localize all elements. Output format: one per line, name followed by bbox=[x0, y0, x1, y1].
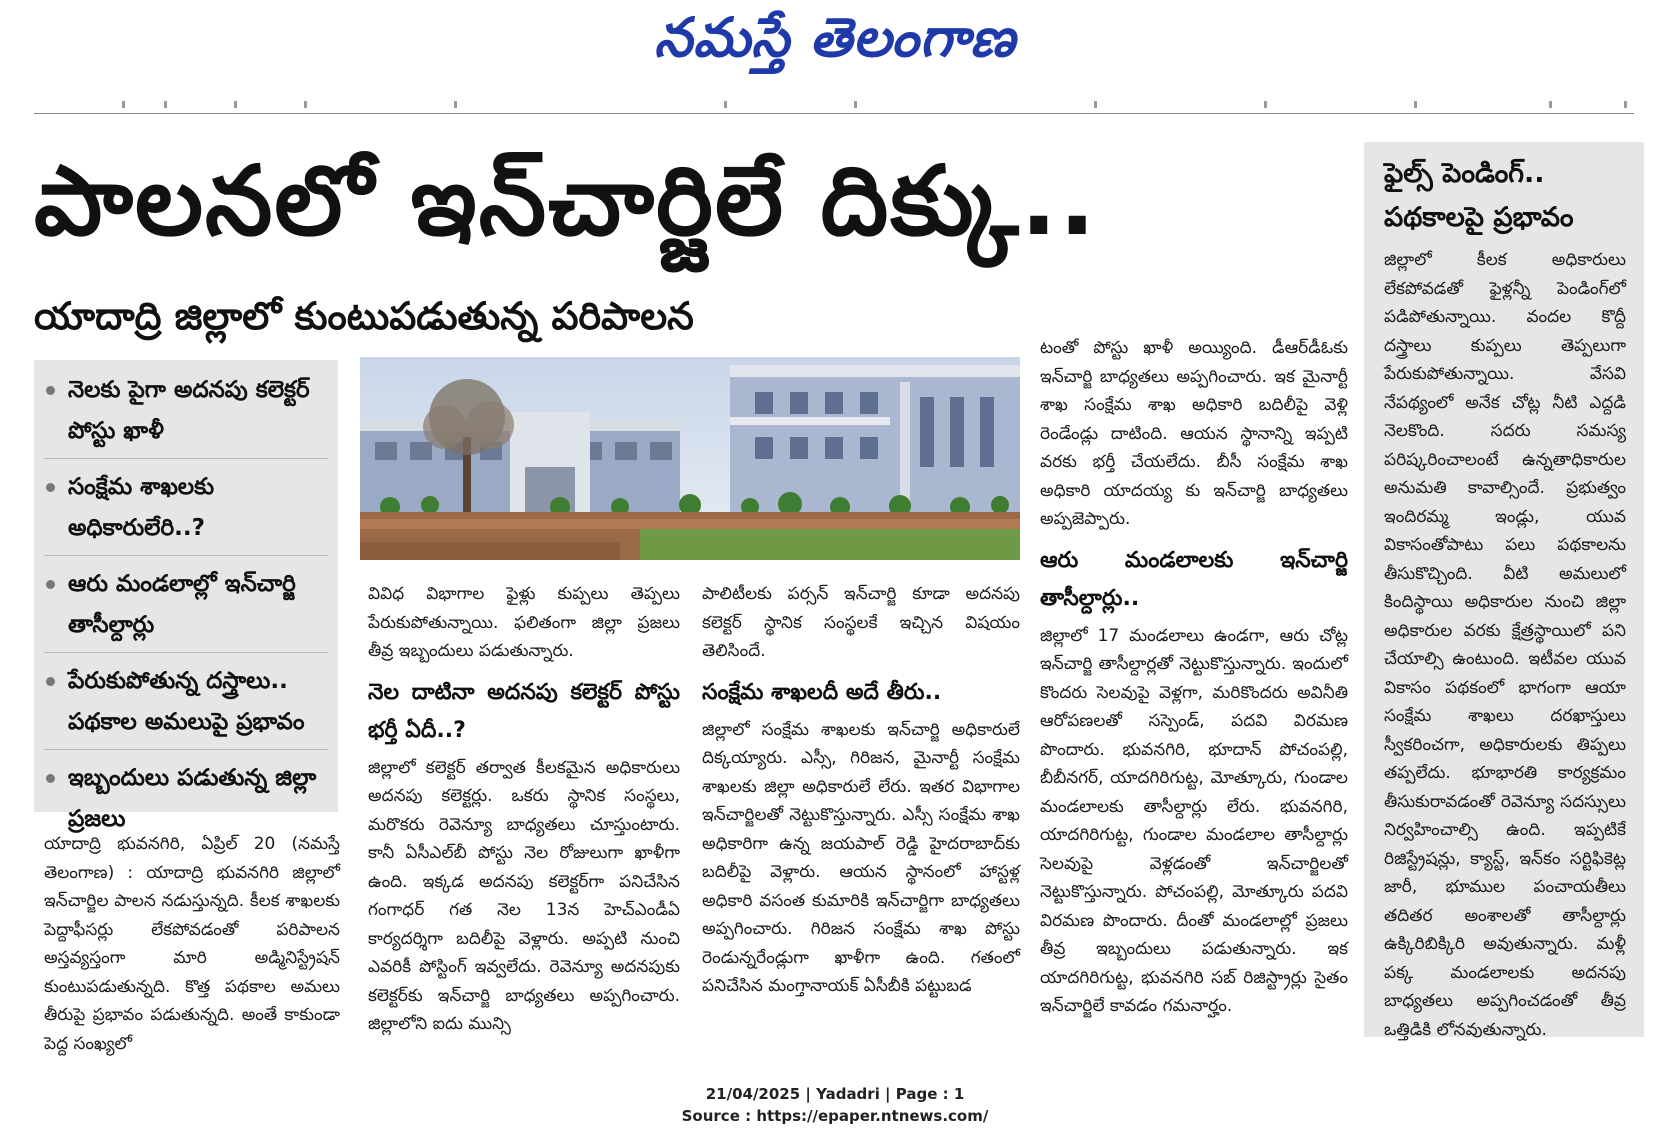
page-footer bbox=[0, 1083, 1670, 1127]
highlights-box bbox=[34, 360, 338, 832]
header-divider bbox=[34, 113, 1634, 114]
masthead-logo: నమస్తే తెలంగాణ bbox=[654, 6, 1016, 69]
article-paragraph: జిల్లాలో సంక్షేమ శాఖలకు ఇన్‌చార్జి అధికారులే దిక్కయ్యారు. ఎస్సీ, గిరిజన, మైనార్టీ సంక్షేమ శాఖలకు జిల్లా అధికారులే లేరు. ఇతర విభాగాల ఇన్‌చార్జిలతో నెట్టుకొస్తున్నారు. ఎస్సీ సంక్షేమ శాఖ అధికారిగా ఉన్న జయపాల్ రెడ్డి హైదరాబాద్‌కు బదిలీపై వెళ్లారు. ఆయన స్థానంలో హాస్టళ్ల అధికారి వసంత కుమారికి ఇన్‌చార్జిగా బాధ్యతలు అప్పగించారు. గిరిజన సంక్షేమ శాఖ పోస్టు రెండున్నరేండ్లుగా ఖాళీగా ఉంది. గతంలో పనిచేసిన మంగ్తానాయక్ ఏసీబీకి పట్టుబడ bbox=[702, 719, 1020, 996]
footer-source-link[interactable]: Source : https://epaper.ntnews.com/ bbox=[681, 1107, 989, 1125]
bullet-icon bbox=[46, 677, 55, 686]
footer-date-edition: 21/04/2025 | Yadadri | Page : 1 bbox=[705, 1085, 965, 1103]
collectorate-building-photo bbox=[360, 357, 1020, 560]
article-paragraph: పాలిటీలకు పర్సన్ ఇన్‌చార్జి కూడా అదనపు కలెక్టర్ స్థానిక సంస్థలకే ఇచ్చిన విషయం తెలిసిందే. bbox=[702, 584, 1020, 661]
section-heading: నెల దాటినా అదనపు కలెక్టర్ పోస్టు భర్తీ ఏదీ..? bbox=[368, 679, 680, 743]
article-column-3 bbox=[702, 580, 1020, 1001]
headline: పాలనలో ఇన్‌చార్జిలే దిక్కు.. bbox=[34, 145, 1098, 257]
subheadline: యాదాద్రి జిల్లాలో కుంటుపడుతున్న పరిపాలన bbox=[34, 294, 694, 338]
highlight-item: పేరుకుపోతున్న దస్త్రాలు.. పథకాల అమలుపై ప్రభావం bbox=[44, 661, 328, 750]
article-column-1 bbox=[44, 830, 340, 1058]
article-paragraph: జిల్లాలో కలెక్టర్ తర్వాత కీలకమైన అధికారులు అదనపు కలెక్టర్లు. ఒకరు స్థానిక సంస్థలు, మరొకరు రెవెన్యూ బాధ్యతలు చూస్తుంటారు. కానీ ఏసీఎల్‌బీ పోస్టు నెల రోజులుగా ఖాళీగా ఉంది. ఇక్కడ అదనపు కలెక్టర్‌గా పనిచేసిన గంగాధర్ గత నెల 13న హెచ్‌ఎండీఏ కార్యదర్శిగా బదిలీపై వెళ్లారు. అప్పటి నుంచి ఎవరికీ పోస్టింగ్ ఇవ్వలేదు. రెవెన్యూ అదనపుకు కలెక్టర్‌కు ఇన్‌చార్జి బాధ్యతలు అప్పగించారు. జిల్లాలోని ఐదు మున్సి bbox=[368, 757, 680, 1034]
sidebar-title-line-2: పథకాలపై ప్రభావం bbox=[1384, 202, 1574, 233]
section-heading: సంక్షేమ శాఖలదీ అదే తీరు.. bbox=[702, 679, 942, 705]
sidebar-box bbox=[1364, 142, 1644, 1040]
sidebar-body: జిల్లాలో కీలక అధికారులు లేకపోవడతో ఫైళ్లన్నీ పెండింగ్‌లో పడిపోతున్నాయి. వందల కొద్దీ దస్త్రాలు కుప్పలు తెప్పలుగా పేరుకుపోతున్నాయి. వేసవి నేపథ్యంలో అనేక చోట్ల నీటి ఎద్దడి నెలకొంది. సదరు సమస్య పరిష్కరించాలంటే ఉన్నతాధికారుల అనుమతి కావాల్సిందే. ప్రభుత్వం ఇందిరమ్మ ఇండ్లు, యువ వికాసంతోపాటు పలు పథకాలను తీసుకొచ్చింది. వీటి అమలులో కిందిస్థాయి అధికారుల నుంచి జిల్లా అధికారుల వరకు క్షేత్రస్థాయిలో పని చేయాల్సి ఉంటుంది. ఇటీవల యువ వికాసం పథకంలో భాగంగా ఆయా సంక్షేమ శాఖలు దరఖాస్తులు స్వీకరించగా, అధికారులకు తిప్పలు తప్పలేదు. భూభారతి కార్యక్రమం తీసుకురావడంతో రెవెన్యూ సదస్సులు నిర్వహించాల్సి ఉంది. ఇప్పటికే రిజిస్ట్రేషన్లు, క్యాస్ట్, ఇన్‌కం సర్టిఫికెట్ల జారీ, భూముల పంచాయతీలు తదితర అంశాలతో తాసీల్దార్లు ఉక్కిరిబిక్కిరి అవుతున్నారు. మళ్లీ పక్క మండలాలకు అదనపు బాధ్యతలు అప్పగించడంతో తీవ్ర ఒత్తిడికి లోనవుతున్నారు. bbox=[1384, 250, 1626, 1040]
article-column-4 bbox=[1040, 334, 1348, 1021]
article-column-2 bbox=[368, 580, 680, 1039]
highlight-item: ఇబ్బందులు పడుతున్న జిల్లా ప్రజలు bbox=[44, 758, 328, 846]
highlight-item: సంక్షేమ శాఖలకు అధికారులేరి..? bbox=[44, 467, 328, 556]
highlight-item: నెలకు పైగా అదనపు కలెక్టర్ పోస్టు ఖాళీ bbox=[44, 370, 328, 459]
bullet-icon bbox=[46, 580, 55, 589]
bullet-icon bbox=[46, 483, 55, 492]
section-heading: ఆరు మండలాలకు ఇన్‌చార్జి తాసీల్దార్లు.. bbox=[1040, 547, 1348, 611]
article-paragraph: జిల్లాలో 17 మండలాలు ఉండగా, ఆరు చోట్ల ఇన్‌చార్జి తాసీల్దార్లతో నెట్టుకొస్తున్నారు. ఇందులో కొందరు సెలవుపై వెళ్లగా, మరికొందరు అవినీతి ఆరోపణలతో సస్పెండ్, పదవి విరమణ పొందారు. భువనగిరి, భూదాన్ పోచంపల్లి, బీబీనగర్, యాదగిరిగుట్ట, మోత్కూరు, గుండాల మండలాలకు తాసీల్దార్లు లేరు. భువనగిరి, యాదగిరిగుట్ట, గుండాల మండలాల తాసీల్దార్లు సెలవుపై వెళ్లడంతో ఇన్‌చార్జిలతో నెట్టుకొస్తున్నారు. పోచంపల్లి, మోత్కూరు పదవి విరమణ పొందారు. దీంతో మండలాల్లో ప్రజలు తీవ్ర ఇబ్బందులు పడుతున్నారు. ఇక యాదగిరిగుట్ట, భువనగిరి సబ్ రిజిస్ట్రార్లు సైతం ఇన్‌చార్జిలే కావడం గమనార్హం. bbox=[1040, 625, 1348, 1016]
article-paragraph: టంతో పోస్టు ఖాళీ అయ్యింది. డీఆర్‌డీఓకు ఇన్‌చార్జి బాధ్యతలు అప్పగించారు. ఇక మైనార్టీ శాఖ సంక్షేమ శాఖ అధికారి బదిలీపై వెళ్లి రెండేండ్లు దాటింది. ఆయన స్థానాన్ని ఇప్పటి వరకు భర్తీ చేయలేదు. బీసీ సంక్షేమ శాఖ అధికారి యాదయ్య కు ఇన్‌చార్జి బాధ్యతలు అప్పజెప్పారు. bbox=[1040, 338, 1348, 529]
article-dateline-paragraph: యాదాద్రి భువనగిరి, ఏప్రిల్ 20 (నమస్తే తెలంగాణ) : యాదాద్రి భువనగిరి జిల్లాలో ఇన్‌చార్జిల పాలన నడుస్తున్నది. కీలక శాఖలకు పెద్దాఫీసర్లు లేకపోవడంతో పరిపాలన అస్తవ్యస్తంగా మారి అడ్మినిస్ట్రేషన్ కుంటుపడుతున్నది. కొత్త పథకాల అమలు తీరుపై ప్రభావం పడుతున్నది. అంతే కాకుండా పెద్ద సంఖ్యలో bbox=[44, 834, 340, 1054]
article-paragraph: వివిధ విభాగాల ఫైళ్లు కుప్పలు తెప్పలు పేరుకుపోతున్నాయి. ఫలితంగా జిల్లా ప్రజలు తీవ్ర ఇబ్బందులు పడుతున్నారు. bbox=[368, 584, 680, 661]
sidebar-title-line-1: ఫైల్స్ పెండింగ్.. bbox=[1384, 158, 1545, 189]
bullet-icon bbox=[46, 774, 55, 783]
bullet-icon bbox=[46, 386, 55, 395]
header-rule-marks bbox=[34, 101, 1634, 111]
highlight-item: ఆరు మండలాల్లో ఇన్‌చార్జి తాసీల్దార్లు bbox=[44, 564, 328, 653]
